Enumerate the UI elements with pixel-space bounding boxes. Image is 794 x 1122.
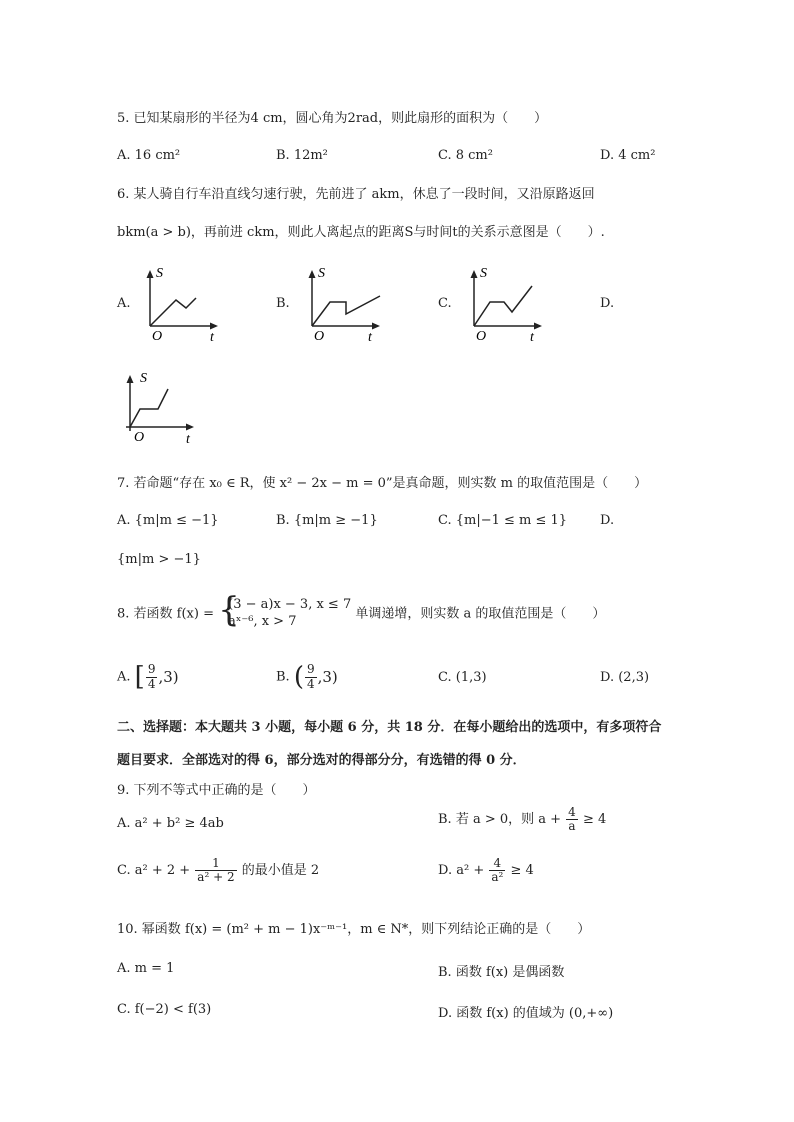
q8-option-b-left: ( xyxy=(293,662,304,692)
q8-option-d: D. (2,3) xyxy=(600,670,650,685)
section-2-heading-line1: 二、选择题：本大题共 3 小题，每小题 6 分，共 18 分．在每小题给出的选项中，有多项符合 xyxy=(117,720,662,735)
q6-label-d: D. xyxy=(600,296,615,311)
q9-option-d-prefix: D. a² + xyxy=(438,863,489,879)
q9-option-c-fraction xyxy=(195,857,236,884)
q7-option-a: A. {m|m ≤ −1} xyxy=(117,513,219,528)
q9-option-c-prefix: C. a² + 2 + xyxy=(117,863,195,879)
q6-stem-line2: bkm(a > b)，再前进 ckm，则此人离起点的距离S与时间t的关系示意图是（ ）. xyxy=(117,225,605,240)
q10-stem: 10. 幂函数 f(x) = (m² + m − 1)x⁻ᵐ⁻¹，m ∈ N*，则下列结论正确的是（ ） xyxy=(117,922,591,937)
q8-option-a-label: A. xyxy=(117,669,131,685)
q8-option-a xyxy=(117,662,179,692)
q9-option-b-num: 4 xyxy=(568,805,576,819)
q8-option-a-den: 4 xyxy=(147,676,156,691)
q6-graph-d-axis-y: S xyxy=(140,371,147,386)
q6-graph-a xyxy=(138,264,228,342)
q7-option-d-value: {m|m > −1} xyxy=(117,552,201,567)
q10-option-b: B. 函数 f(x) 是偶函数 xyxy=(438,965,565,980)
q9-option-d-suffix: ≥ 4 xyxy=(506,863,534,879)
q8-option-b-right: ,3) xyxy=(317,668,338,686)
q10-option-d: D. 函数 f(x) 的值域为 (0,+∞) xyxy=(438,1006,614,1021)
q7-option-d-label: D. xyxy=(600,513,615,528)
q9-option-c-den: a² + 2 xyxy=(197,870,235,885)
q9-option-d xyxy=(438,857,534,884)
q9-option-c-num: 1 xyxy=(195,857,236,871)
q6-stem-line1: 6. 某人骑自行车沿直线匀速行驶，先前进了 akm，休息了一段时间，又沿原路返回 xyxy=(117,187,595,202)
q8-option-a-num: 9 xyxy=(147,662,156,677)
q10-option-c: C. f(−2) < f(3) xyxy=(117,1002,212,1017)
q6-graph-c-axis-y: S xyxy=(480,266,487,281)
q9-option-a: A. a² + b² ≥ 4ab xyxy=(117,816,224,831)
q6-graph-b-axis-x: t xyxy=(368,330,372,342)
q6-label-c: C. xyxy=(438,296,452,311)
q6-graph-b-axis-y: S xyxy=(318,266,325,281)
q8-option-a-fraction xyxy=(146,663,158,690)
q6-graph-c-origin: O xyxy=(476,329,487,342)
q6-graph-b-origin: O xyxy=(314,329,325,342)
q9-option-b xyxy=(438,806,606,833)
q8-option-c: C. (1,3) xyxy=(438,670,487,685)
q7-option-c: C. {m|−1 ≤ m ≤ 1} xyxy=(438,513,568,528)
q6-graph-d-axis-x: t xyxy=(186,432,190,447)
q8-option-a-right: ,3) xyxy=(158,668,179,686)
q9-option-c xyxy=(117,857,319,884)
q8-stem-prefix: 8. 若函数 f(x) = xyxy=(117,606,219,622)
q8-piecewise xyxy=(218,597,351,631)
q9-option-b-suffix: ≥ 4 xyxy=(578,812,607,828)
q8-case-1: { (3 − a)x − 3, x ≤ 7 xyxy=(228,597,352,612)
q7-option-b: B. {m|m ≥ −1} xyxy=(276,513,378,528)
q5-option-c: C. 8 cm² xyxy=(438,148,493,163)
q6-label-a: A. xyxy=(117,296,131,311)
q9-option-c-suffix: 的最小值是 2 xyxy=(237,863,320,879)
q7-stem: 7. 若命题“存在 x₀ ∈ R，使 x² − 2x − m = 0”是真命题，则实数 m 的取值范围是（ ） xyxy=(117,476,648,491)
q9-option-d-den: a² xyxy=(491,870,504,885)
q5-option-b: B. 12m² xyxy=(276,148,328,163)
q9-stem: 9. 下列不等式中正确的是（ ） xyxy=(117,783,316,798)
q5-stem: 5. 已知某扇形的半径为4 cm，圆心角为2rad，则此扇形的面积为（ ） xyxy=(117,111,548,126)
q8-option-a-left: [ xyxy=(134,662,145,692)
q6-graph-a-axis-y: S xyxy=(156,266,163,281)
q9-option-b-den: a xyxy=(568,819,576,834)
q8-case-2: aˣ⁻⁶, x > 7 xyxy=(228,613,297,629)
q8-stem xyxy=(117,597,605,631)
q6-graph-a-origin: O xyxy=(152,329,163,342)
q8-option-b xyxy=(276,662,338,692)
q5-option-a: A. 16 cm² xyxy=(117,148,181,163)
q8-option-b-num: 9 xyxy=(306,662,315,677)
q9-option-d-fraction xyxy=(489,857,505,884)
q5-option-d: D. 4 cm² xyxy=(600,148,656,163)
q9-option-d-num: 4 xyxy=(489,857,505,871)
q6-label-b: B. xyxy=(276,296,290,311)
q6-graph-d xyxy=(116,367,206,447)
q6-graph-a-axis-x: t xyxy=(210,330,214,342)
q6-graph-d-origin: O xyxy=(134,430,145,445)
q8-option-b-den: 4 xyxy=(306,676,315,691)
q6-graph-c xyxy=(462,264,552,342)
q9-option-b-fraction xyxy=(566,806,578,833)
q6-graph-c-axis-x: t xyxy=(530,330,534,342)
q8-option-b-label: B. xyxy=(276,669,290,685)
q8-stem-suffix: 单调递增，则实数 a 的取值范围是（ ） xyxy=(355,606,606,622)
q9-option-b-prefix: B. 若 a > 0，则 a + xyxy=(438,812,566,828)
q6-graph-b xyxy=(300,264,390,342)
q10-option-a: A. m = 1 xyxy=(117,961,175,976)
section-2-heading-line2: 题目要求．全部选对的得 6，部分选对的得部分分，有选错的得 0 分． xyxy=(117,753,526,768)
q8-option-b-fraction xyxy=(305,663,317,690)
